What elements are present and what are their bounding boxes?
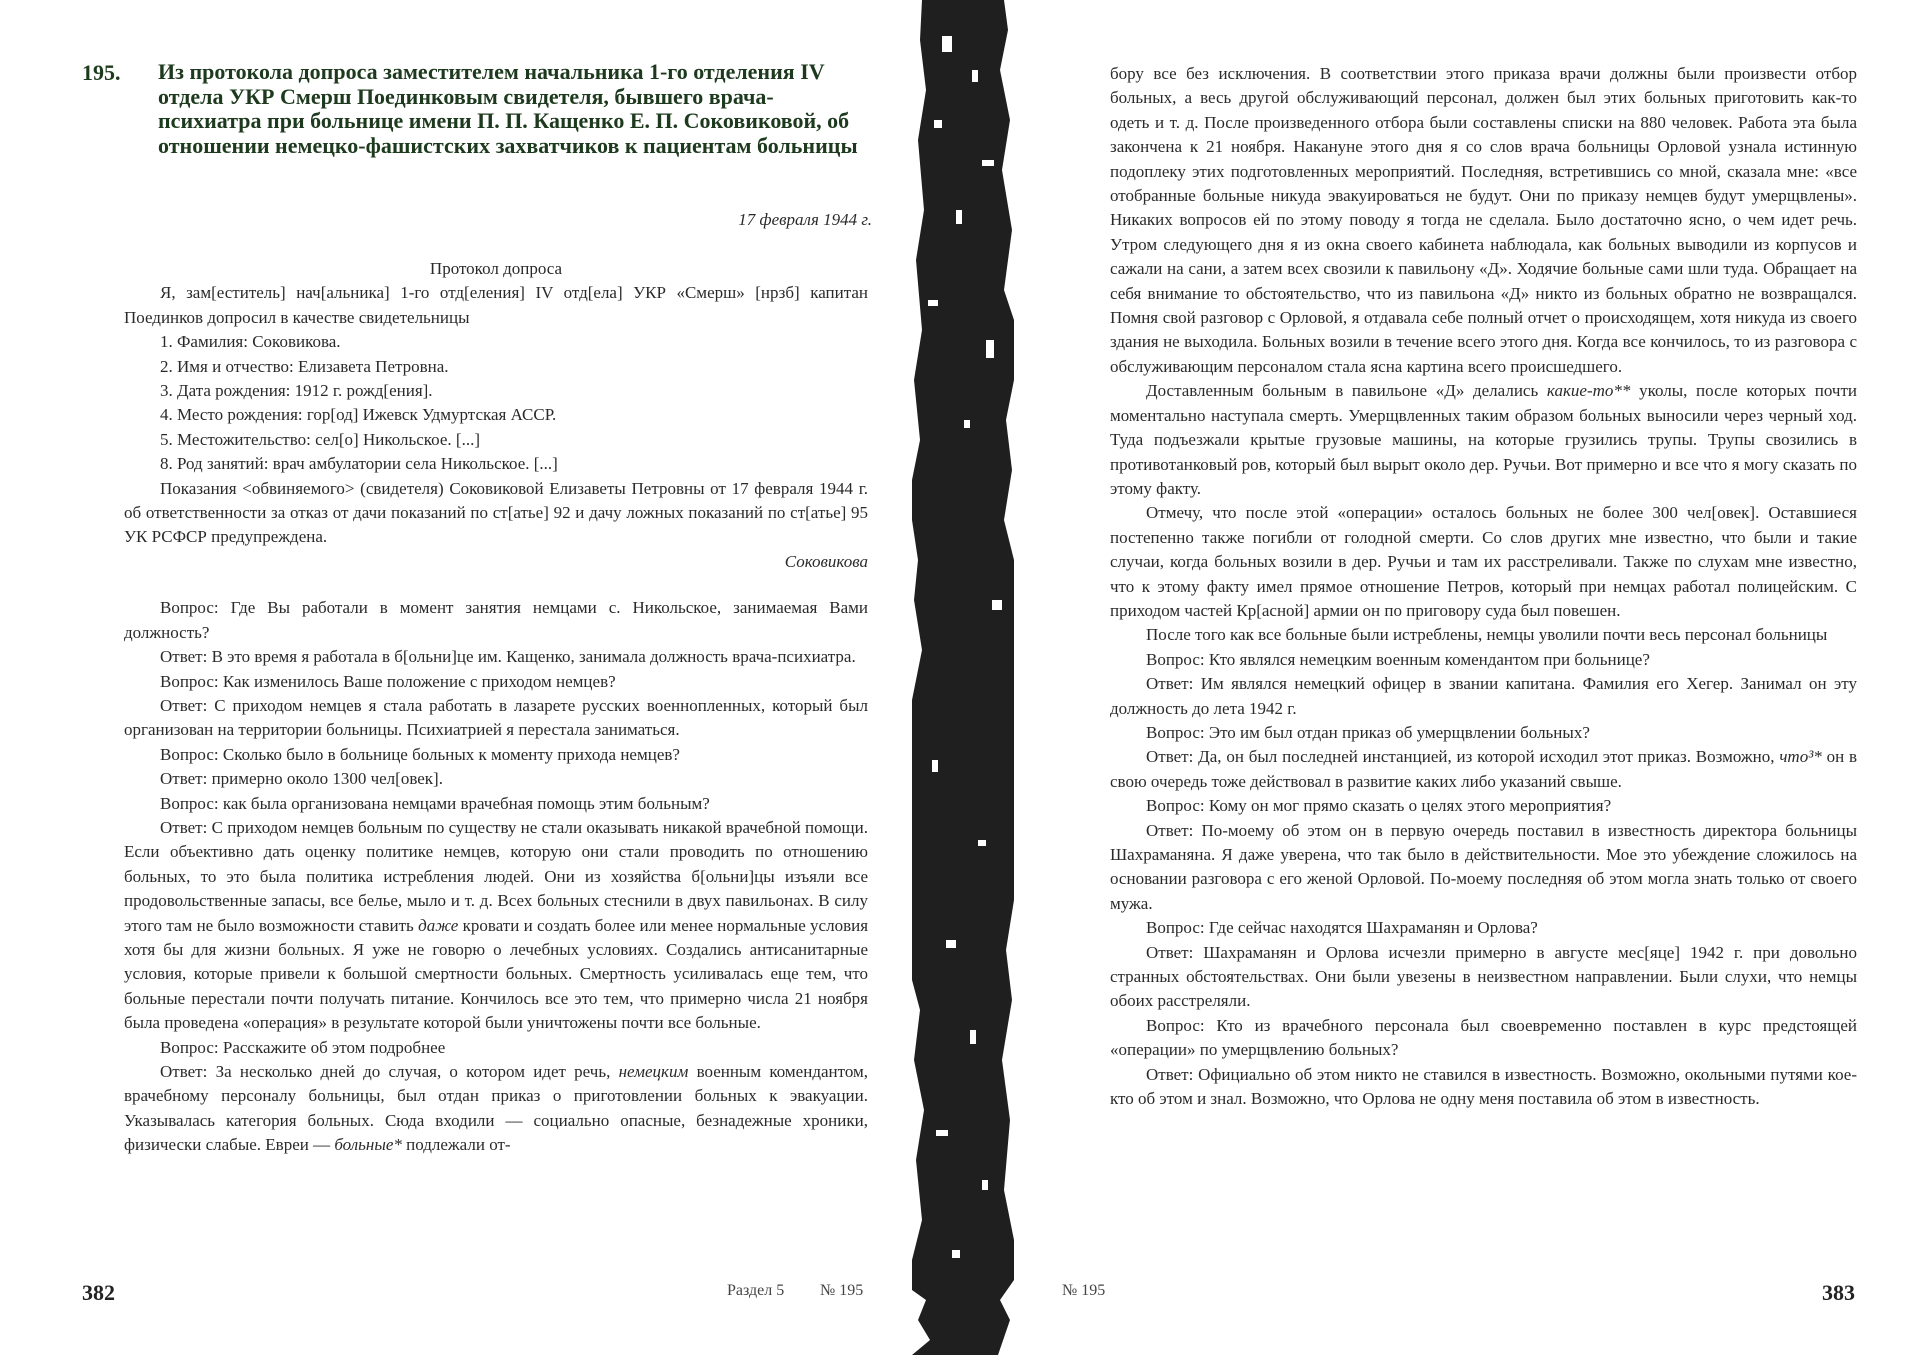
list-item: 3. Дата рождения: 1912 г. рожд[ения]. — [160, 381, 433, 401]
qa-paragraph: Ответ: Шахраманян и Орлова исчезли примерно в августе мес[яце] 1942 г. при довольно странных обстоятельствах. Они были увезены в неизвестном направлении. Были слухи, что немцы обоих расстреляли. — [1110, 942, 1857, 1011]
qa-paragraph: Вопрос: Это им был отдан приказ об умерщвлении больных? — [1146, 722, 1590, 742]
doc-reference-left: № 195 — [820, 1282, 864, 1299]
qa-paragraph: Ответ: В это время я работала в б[ольни]це им. Кащенко, занимала должность врача-психиатра. — [160, 647, 856, 667]
text-run: Ответ: За несколько дней до случая, о котором идет речь, — [160, 1062, 611, 1081]
text-run: Ответ: С приходом немцев больным по существу не стали оказывать никакой врачебной помощи. Если объективно дать оценку политике немцев, которую они стали проводить по отношению больных, то это была политика истребления людей. Они из хозяйства б[ольни]цы изъяли все продовольственные запасы, все белье, мыло и т. д. Всех больных стеснили в двух павильонах. В силу этого там не было возможности ставить — [124, 817, 868, 935]
document-date: 17 февраля 1944 г. — [738, 210, 872, 229]
book-spine-gutter — [912, 0, 1014, 1355]
right-body-text — [1110, 62, 1857, 1111]
qa-paragraph: Вопрос: Кто являлся немецким военным комендантом при больнице? — [1146, 649, 1650, 669]
doc-reference-right: № 195 — [1062, 1282, 1106, 1299]
qa-paragraph: Вопрос: Как изменилось Ваше положение с приходом немцев? — [160, 671, 616, 691]
paragraph: бору все без исключения. В соответствии этого приказа врачи должны были произвести отбор больных, а весь другой обслуживающий персонал, должен был этих больных приготовить как-то одеть и т. д. После произведенного отбора были составлены списки на 880 человек. Работа эта была закончена к 21 ноября. Накануне этого дня я со слов врача больницы Орловой узнала истинную подоплеку этих подготовленных мероприятий. Последняя, встретившись со мной, сказала мне: «все отобранные больные никуда эвакуироваться не будут. Они по приказу немцев будут умерщвлены». Никаких вопросов ей по этому поводу я тогда не сделала. Было достаточно ясно, о чем идет речь. Утром следующего дня я из окна своего кабинета наблюдала, как больных выводили из корпусов и сажали на сани, а затем всех свозили к павильону «Д». Ходячие больные сами шли туда. Обращает на себя внимание то обстоятельство, что из павильона «Д» никто из больных обратно не возвращался. Помня свой разговор с Орловой, я отдавала себе полный отчет о происходящем, хотя никуда из своего здания не выходила. Больных возили в течение всего этого дня. Когда все кончилось, то из разговора с обслуживающим персоналом стала ясна картина всего происшедшего. — [1110, 64, 1857, 376]
left-page — [0, 0, 912, 1355]
text-run: военным комендантом, врачебному персоналу больницы, был отдан приказ о приготовлении больных к эвакуации. Указывалась категория больных. Сюда входили — социально опасные, безнадежные хроники, физически слабые. Евреи — — [124, 1062, 869, 1155]
document-title: Из протокола допроса заместителем начальника 1-го отделения IV отдела УКР Смерш Поединковым свидетеля, бывшего врача-психиатра при больнице имени П. П. Кащенко Е. П. Соковиковой, об отношении немецко-фашистских захватчиков к пациентам больницы — [158, 59, 858, 158]
paragraph: Отмечу, что после этой «операции» осталось больных не более 300 чел[овек]. Оставшиеся постепенно также погибли от голодной смерти. Со слов других мне известно, что были и такие случаи, когда больных возили в дер. Ручьи и там их расстреливали. Также по слухам мне известно, что к этому факту имел прямое отношение Петров, который при немцах работал полицейским. С приходом частей Кр[асной] армии он по приговору суда был повешен. — [1110, 503, 1857, 620]
list-item: 4. Место рождения: гор[од] Ижевск Удмуртская АССР. — [160, 405, 557, 425]
warning-paragraph: Показания <обвиняемого> (свидетеля) Соковиковой Елизаветы Петровны от 17 февраля 1944 г. об ответственности за отказ от дачи показаний по ст[атье] 92 и дачу ложных показаний по ст[атье] 95 УК РСФСР предупреждена. — [124, 478, 868, 547]
text-run: уколы, после которых почти моментально наступала смерть. Умерщвленных таким образом больных выносили через черный ход. Туда подъезжали крытые грузовые машины, на которые грузились трупы. Трупы свозились в противотанковый ров, который был вырыт около дер. Ручьи. Вот примерно и все что я могу сказать по этому факту. — [1110, 381, 1858, 498]
qa-paragraph: Ответ: примерно около 1300 чел[овек]. — [160, 769, 443, 789]
qa-paragraph: Вопрос: Кто из врачебного персонала был своевременно поставлен в курс предстоящей «операции» по умерщвлению больных? — [1110, 1015, 1857, 1060]
document-number: 195. — [82, 60, 121, 85]
qa-paragraph — [124, 1060, 868, 1158]
protocol-heading: Протокол допроса — [429, 259, 563, 278]
left-body-text — [124, 257, 868, 1158]
qa-paragraph: Вопрос: Где Вы работали в момент занятия немцами с. Никольское, занимаемая Вами должность? — [124, 598, 868, 642]
section-label: Раздел 5 — [727, 1282, 785, 1299]
qa-paragraph — [1110, 745, 1857, 794]
qa-paragraph: Вопрос: как была организована немцами врачебная помощь этим больным? — [160, 793, 710, 813]
page-number-right: 383 — [1822, 1280, 1855, 1305]
list-item: 8. Род занятий: врач амбулатории села Никольское. [...] — [160, 454, 558, 474]
list-item: 1. Фамилия: Соковикова. — [160, 332, 341, 352]
qa-paragraph: Вопрос: Где сейчас находятся Шахраманян и Орлова? — [1146, 918, 1538, 938]
qa-paragraph: Вопрос: Сколько было в больнице больных к моменту прихода немцев? — [160, 744, 680, 764]
right-page — [1014, 0, 1920, 1355]
list-item: 2. Имя и отчество: Елизавета Петровна. — [160, 356, 449, 376]
paragraph — [1110, 379, 1857, 501]
qa-paragraph: Вопрос: Кому он мог прямо сказать о целях этого мероприятия? — [1146, 796, 1612, 816]
text-run: Доставленным больным в павильоне «Д» делались — [1146, 381, 1539, 401]
qa-paragraph: Ответ: С приходом немцев я стала работать в лазарете русских военнопленных, который был организован на территории больницы. Психиатрией я перестала заниматься. — [124, 695, 868, 740]
text-run: Ответ: Да, он был последней инстанцией, из которой исходил этот приказ. Возможно, — [1146, 747, 1775, 767]
signature: Соковикова — [784, 551, 868, 571]
text-run: он в свою очередь тоже действовал в развитие каких либо указаний свыше. — [1110, 747, 1858, 791]
qa-paragraph: Ответ: Им являлся немецкий офицер в звании капитана. Фамилия его Хегер. Занимал он эту должность до лета 1942 г. — [1110, 674, 1857, 718]
emphasis: что³* — [1779, 747, 1822, 767]
emphasis: какие-то** — [1546, 381, 1631, 401]
emphasis: больные* — [334, 1135, 402, 1155]
qa-paragraph — [124, 816, 868, 1036]
text-run: подлежали от- — [406, 1135, 511, 1155]
paragraph: После того как все больные были истреблены, немцы уволили почти весь персонал больницы — [1146, 625, 1828, 645]
qa-paragraph: Вопрос: Расскажите об этом подробнее — [160, 1037, 446, 1057]
text-run: кровати и создать более или менее нормальные условия хотя бы для жизни больных. Я уже не говорю о лечебных условиях. Создались антисанитарные условия, которые привели к большой смертности больных. Смертность усиливалась еще тем, что больные перестали почти получать питание. Кончилось все это тем, что примерно числа 21 ноября была проведена «операция» в результате которой были уничтожены почти все больные. — [124, 915, 869, 1033]
emphasis: немецким — [618, 1062, 689, 1081]
qa-paragraph: Ответ: Официально об этом никто не ставился в известность. Возможно, окольными путями кое-кто об этом и знал. Возможно, что Орлова не одну меня поставила об этом в известность. — [1110, 1064, 1857, 1109]
qa-paragraph: Ответ: По-моему об этом он в первую очередь поставил в известность директора больницы Шахраманяна. Я даже уверена, что так было в действительности. Мое это убеждение сложилось на основании разговора с его женой Орловой. По-моему последняя об этом могла знать только от своего мужа. — [1110, 820, 1857, 913]
emphasis: даже — [418, 915, 459, 935]
gutter-texture — [912, 0, 1014, 1355]
page-number-left: 382 — [82, 1280, 115, 1305]
intro-paragraph: Я, зам[еститель] нач[альника] 1-го отд[еления] IV отд[ела] УКР «Смерш» [нрзб] капитан Поединков допросил в качестве свидетельницы — [124, 283, 868, 327]
list-item: 5. Местожительство: сел[о] Никольское. [...] — [160, 429, 481, 449]
